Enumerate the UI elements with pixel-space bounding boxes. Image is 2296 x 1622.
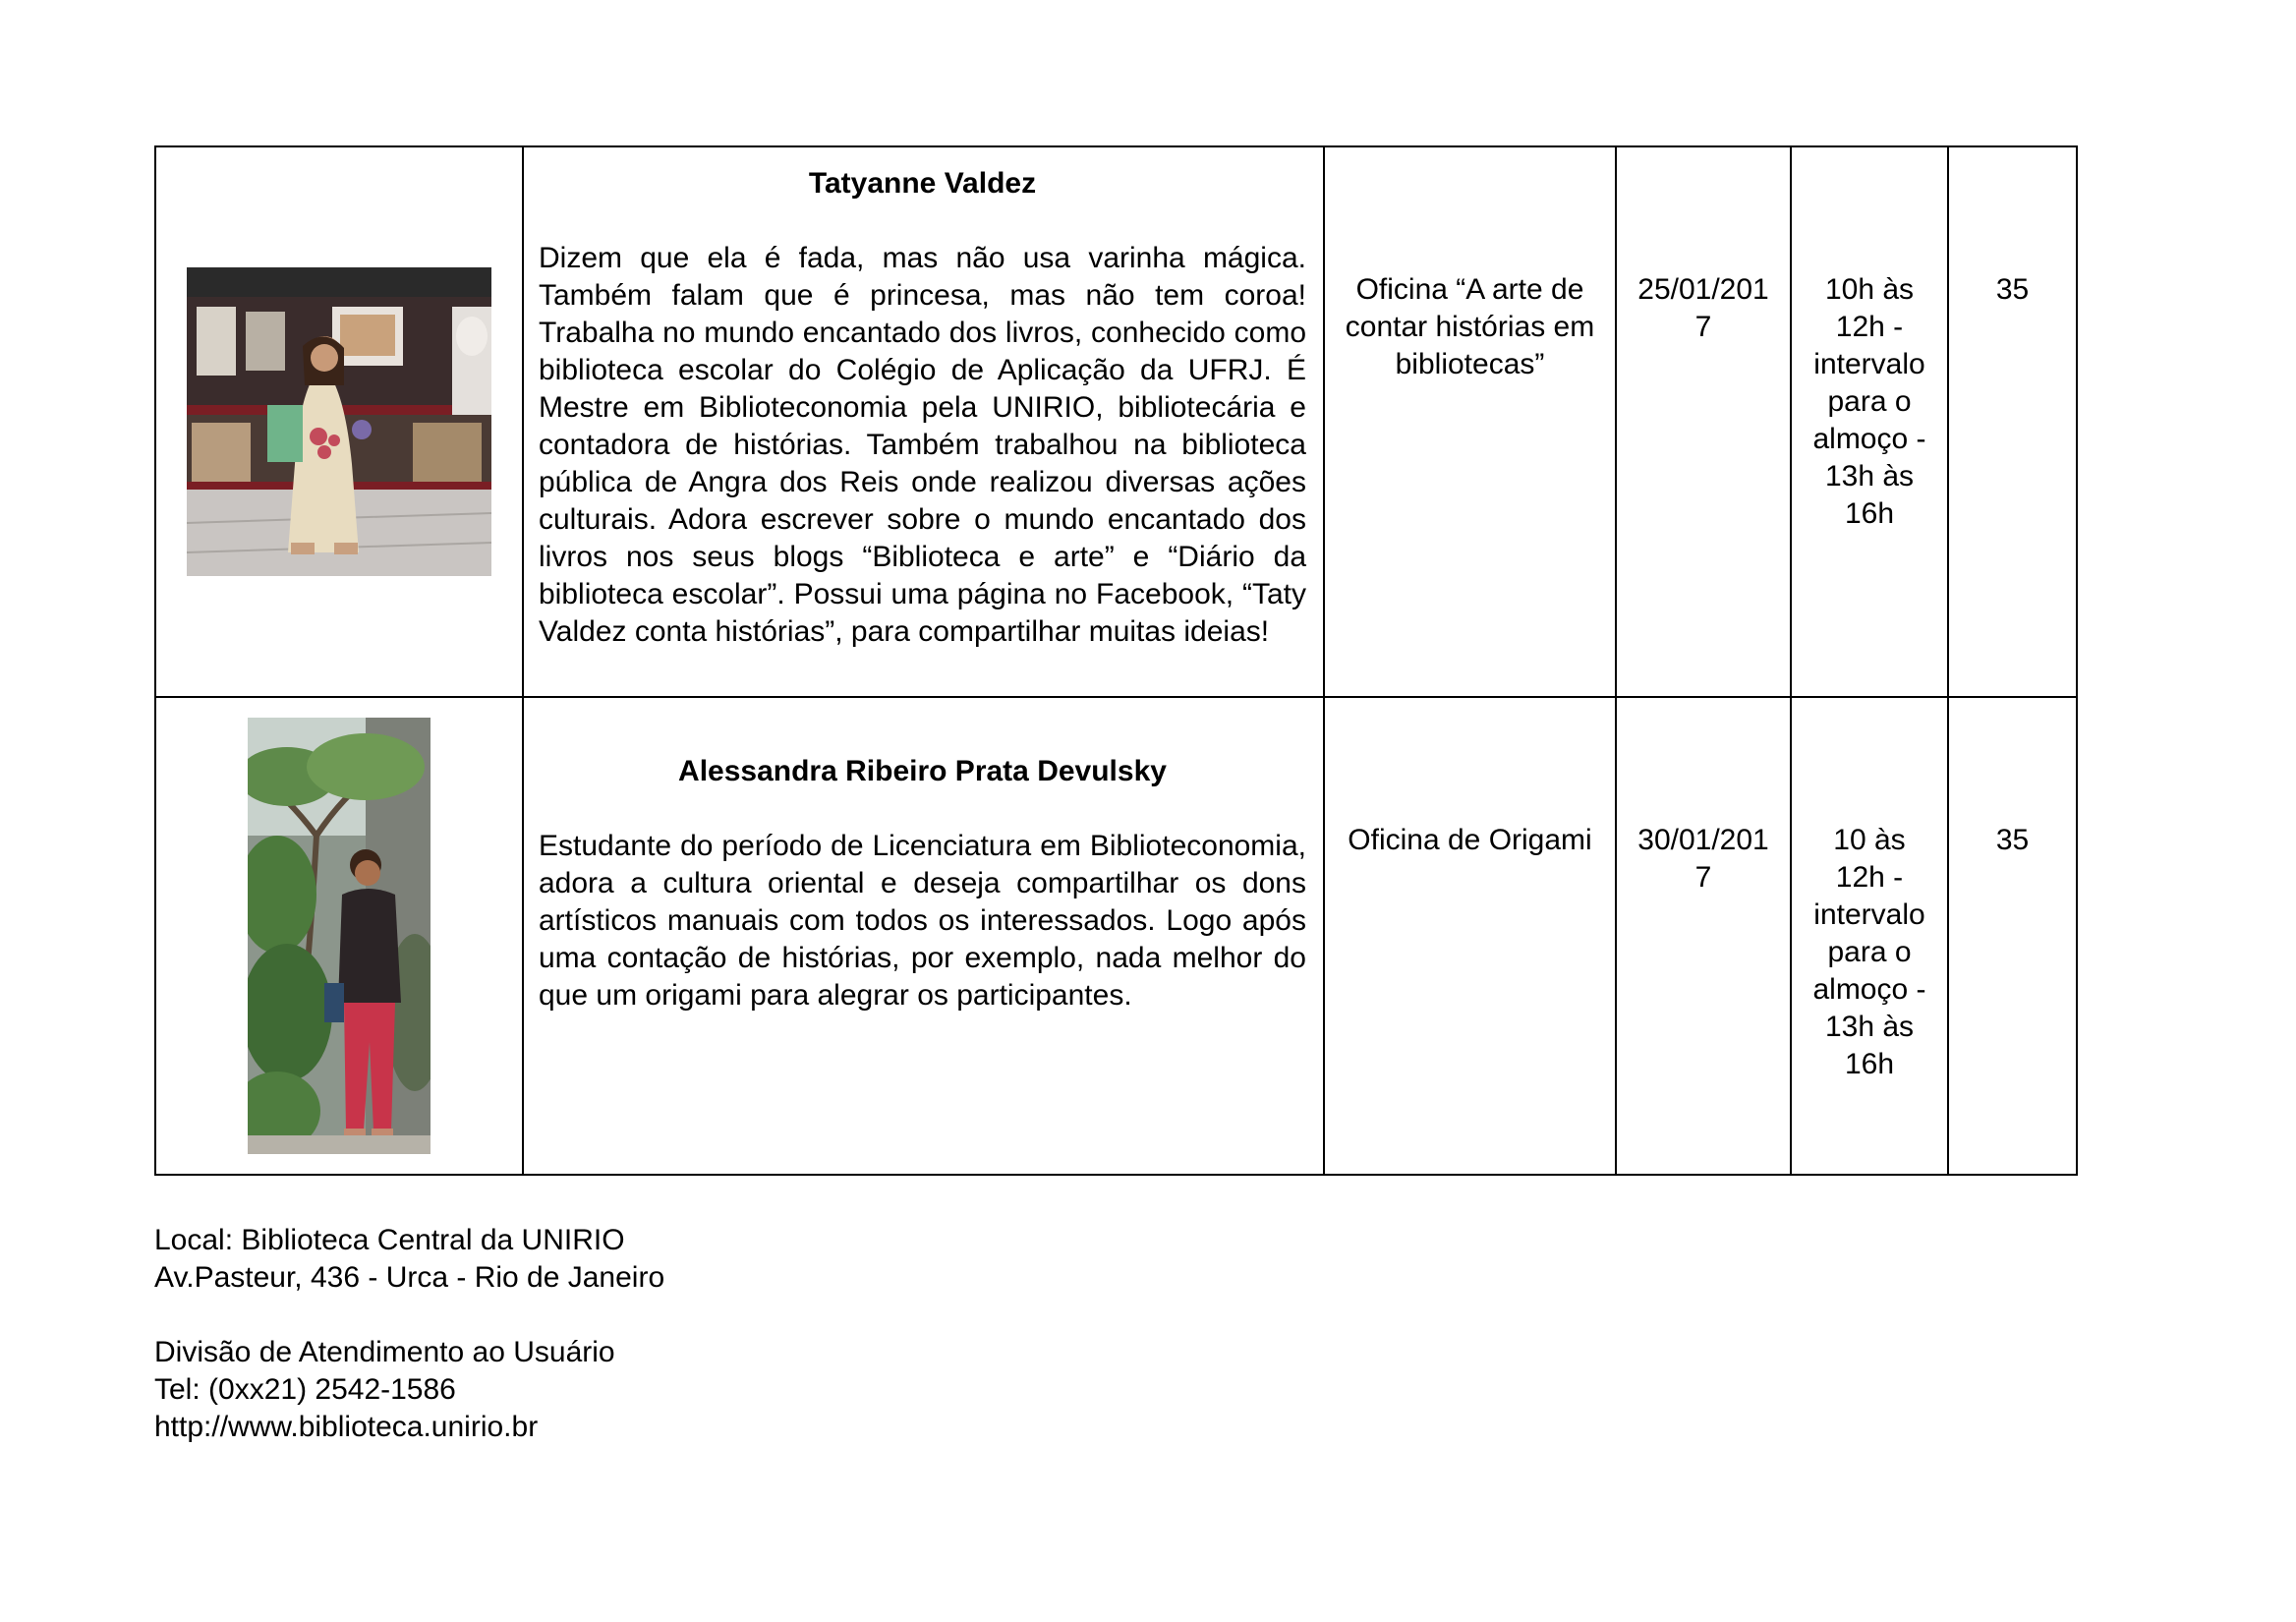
workshop-table xyxy=(154,145,2078,1176)
address-line: Av.Pasteur, 436 - Urca - Rio de Janeiro xyxy=(154,1261,665,1294)
phone-line: Tel: (0xx21) 2542-1586 xyxy=(154,1373,456,1406)
workshop-title-cell xyxy=(1324,697,1616,1175)
workshop-date: 25/01/2017 xyxy=(1637,273,1769,343)
instructor-bio: Estudante do período de Licenciatura em Biblioteconomia, adora a cultura oriental e deseja compartilhar os dons artísticos manuais com todos os interessados. Logo após uma contação de histórias, por exemplo, nada melhor do que um origami para alegrar os participantes. xyxy=(539,830,1306,1012)
photo-cell xyxy=(155,697,523,1175)
workshop-title: Oficina “A arte de contar histórias em bibliotecas” xyxy=(1345,273,1595,380)
photo-cell xyxy=(155,146,523,697)
workshop-seats: 35 xyxy=(1995,824,2030,856)
workshop-time: 10h às 12h - intervalo para o almoço - 13h às 16h xyxy=(1812,273,1926,530)
location-line: Local: Biblioteca Central da UNIRIO xyxy=(154,1224,625,1256)
seats-cell xyxy=(1948,697,2077,1175)
time-cell xyxy=(1791,697,1948,1175)
table-row xyxy=(155,697,2077,1175)
division-line: Divisão de Atendimento ao Usuário xyxy=(154,1336,615,1368)
workshop-title: Oficina de Origami xyxy=(1348,824,1592,856)
instructor-name: Alessandra Ribeiro Prata Devulsky xyxy=(678,755,1167,787)
bio-cell xyxy=(523,146,1324,697)
bio-cell xyxy=(523,697,1324,1175)
workshop-time: 10 às 12h - intervalo para o almoço - 13h às 16h xyxy=(1812,824,1926,1080)
instructor-name: Tatyanne Valdez xyxy=(808,167,1037,200)
workshop-seats: 35 xyxy=(1995,273,2030,306)
workshop-date: 30/01/2017 xyxy=(1637,824,1769,894)
instructor-bio: Dizem que ela é fada, mas não usa varinha mágica. Também falam que é princesa, mas não tem coroa! Trabalha no mundo encantado dos livros, conhecido como biblioteca escolar do Colégio de Aplicação da UFRJ. É Mestre em Biblioteconomia pela UNIRIO, bibliotecária e contadora de histórias. Também trabalhou na biblioteca pública de Angra dos Reis onde realizou diversas ações culturais. Adora escrever sobre o mundo encantado dos livros nos seus blogs “Biblioteca e arte” e “Diário da biblioteca escolar”. Possui uma página no Facebook, “Taty Valdez conta histórias”, para compartilhar muitas ideias! xyxy=(539,242,1306,648)
table-row xyxy=(155,146,2077,697)
workshop-title-cell xyxy=(1324,146,1616,697)
instructor-photo-garden xyxy=(248,718,430,1154)
instructor-photo-library xyxy=(187,267,491,576)
website-link[interactable]: http://www.biblioteca.unirio.br xyxy=(154,1411,539,1443)
time-cell xyxy=(1791,146,1948,697)
footer-contact xyxy=(154,1222,664,1446)
date-cell xyxy=(1616,146,1791,697)
date-cell xyxy=(1616,697,1791,1175)
seats-cell xyxy=(1948,146,2077,697)
